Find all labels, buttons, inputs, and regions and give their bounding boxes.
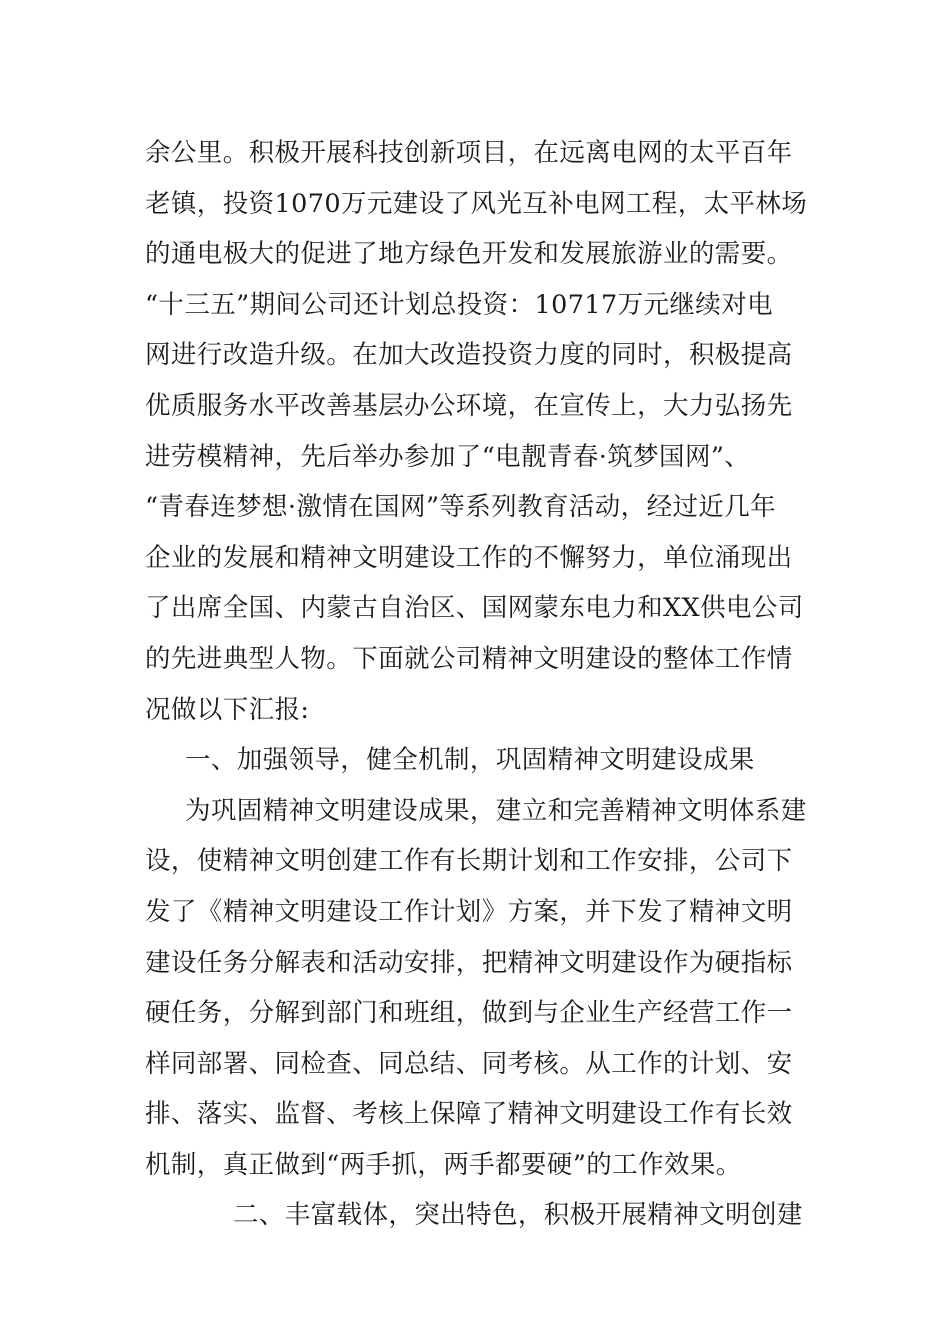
text-line: 发了《精神文明建设工作计划》方案，并下发了精神文明	[145, 896, 793, 927]
text-line: 了出席全国、内蒙古自治区、国网蒙东电力和XX供电公司	[145, 593, 804, 624]
text-line: 进劳模精神，先后举办参加了“电靓青春·筑梦国网”、	[145, 441, 751, 472]
text-line: 样同部署、同检查、同总结、同考核。从工作的计划、安	[145, 1048, 793, 1079]
paragraph-start: 为巩固精神文明建设成果，建立和完善精神文明体系建	[185, 795, 807, 826]
text-line: 排、落实、监督、考核上保障了精神文明建设工作有长效	[145, 1099, 793, 1130]
body-text	[145, 128, 810, 1241]
text-line: 况做以下汇报:	[145, 694, 310, 725]
text-line: 余公里。积极开展科技创新项目，在远离电网的太平百年	[145, 138, 793, 168]
text-line: 机制，真正做到“两手抓，两手都要硬”的工作效果。	[145, 1149, 742, 1180]
text-line: 的先进典型人物。下面就公司精神文明建设的整体工作情	[145, 643, 793, 674]
text-line: 网进行改造升级。在加大改造投资力度的同时，积极提高	[145, 340, 793, 371]
text-line: 硬任务，分解到部门和班组，做到与企业生产经营工作一	[145, 998, 793, 1029]
text-line: 的通电极大的促进了地方绿色开发和发展旅游业的需要。	[145, 239, 793, 270]
text-line: 设，使精神文明创建工作有长期计划和工作安排，公司下	[145, 846, 793, 877]
text-line: 企业的发展和精神文明建设工作的不懈努力，单位涌现出	[145, 542, 793, 573]
text-line: 老镇，投资1070万元建设了风光互补电网工程，太平林场	[145, 188, 808, 219]
section-heading-1: 一、加强领导，健全机制，巩固精神文明建设成果	[185, 745, 755, 776]
text-line: “青春连梦想·激情在国网”等系列教育活动，经过近几年	[145, 492, 777, 523]
text-line: 优质服务水平改善基层办公环境，在宣传上，大力弘扬先	[145, 390, 793, 421]
text-line: 建设任务分解表和活动安排，把精神文明建设作为硬指标	[145, 947, 793, 978]
section-heading-2: 二、丰富载体，突出特色，积极开展精神文明创建	[233, 1200, 803, 1231]
text-line: “十三五”期间公司还计划总投资：10717万元继续对电	[145, 289, 773, 320]
